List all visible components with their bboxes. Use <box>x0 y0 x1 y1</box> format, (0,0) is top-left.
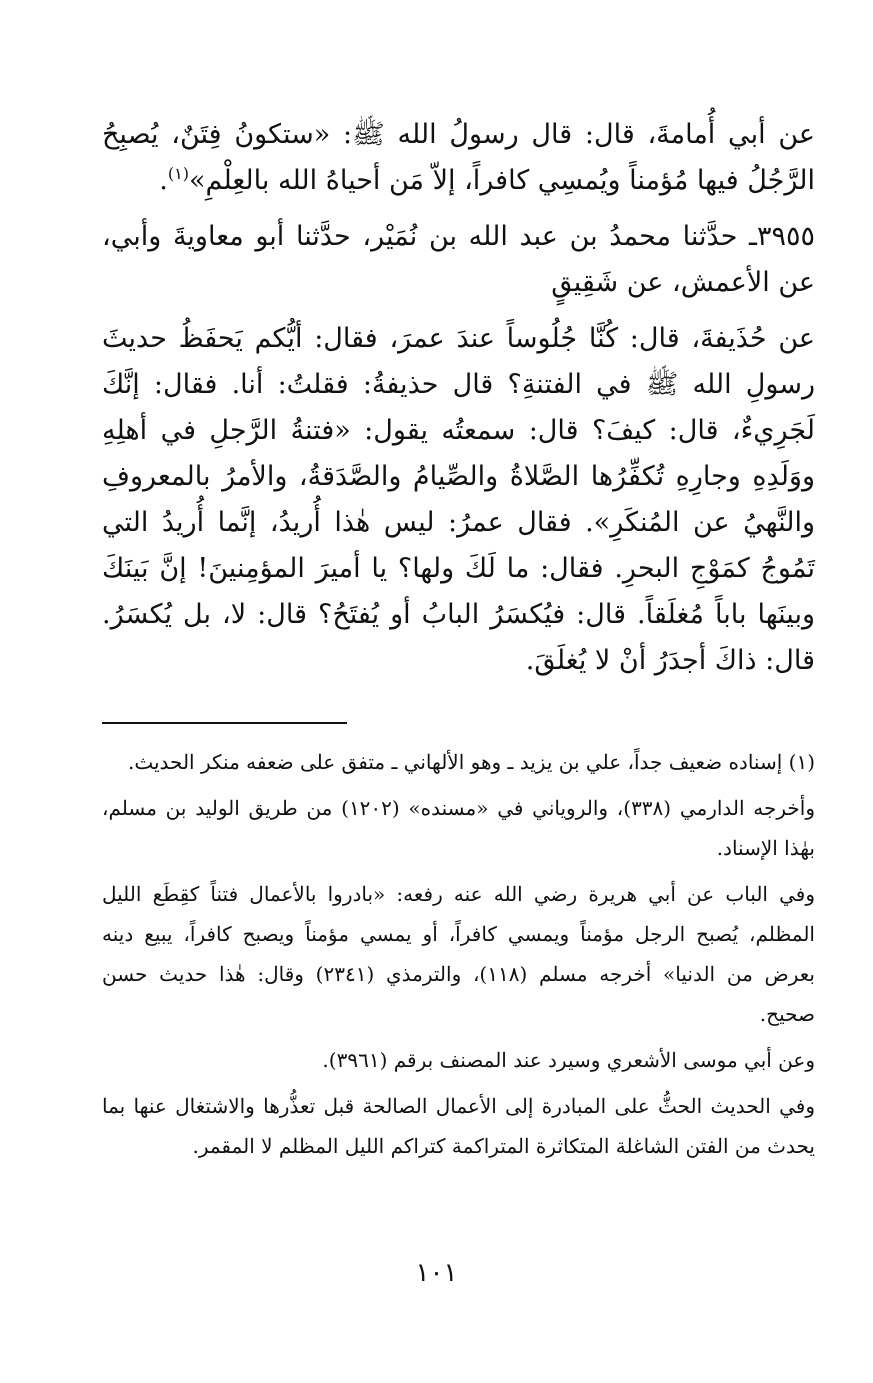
paragraph-end-mark: . <box>159 165 168 196</box>
footnote-4: وعن أبي موسى الأشعري وسيرد عند المصنف برقم (٣٩٦١). <box>322 1048 815 1072</box>
footnote-marker: (١) <box>167 164 189 183</box>
book-page <box>102 112 815 1172</box>
page-number: ١٠١ <box>415 1258 458 1288</box>
isnad-paragraph: ٣٩٥٥ـ حدَّثنا محمدُ بن عبد الله بن نُمَيْر، حدَّثنا أبو معاويةَ وأبي، عن الأعمش، عن شَقِيقٍ <box>102 221 815 298</box>
footnote-5: وفي الحديث الحثُّ على المبادرة إلى الأعمال الصالحة قبل تعذُّرها والاشتغال عنها بما يحدث من الفتن الشاغلة المتكاثرة المتراكمة كتراكم الليل المظلم لا المقمر. <box>102 1094 815 1158</box>
footnote-2: وأخرجه الدارمي (٣٣٨)، والروياني في «مسنده» (١٢٠٢) من طريق الوليد بن مسلم، بهٰذا الإسناد. <box>102 796 816 860</box>
main-text <box>102 112 815 684</box>
footnote-1: (١) إسناده ضعيف جداً، علي بن يزيد ـ وهو الألهاني ـ متفق على ضعفه منكر الحديث. <box>127 750 815 774</box>
hadith-paragraph-2: عن حُذَيفةَ، قال: كُنَّا جُلُوساً عندَ عمرَ، فقال: أيُّكم يَحفَظُ حديثَ رسولِ الله ﷺ في الفتنةِ؟ قال حذيفةُ: فقلتُ: أنا. فقال: إنَّكَ لَجَرِيءٌ، قال: كيفَ؟ قال: سمعتُه يقول: «فتنةُ الرَّجلِ في أهلِهِ ووَلَدِهِ وجارِهِ تُكفِّرُها الصَّلاةُ والصِّيامُ والصَّدَقةُ، والأمرُ بالمعروفِ والنَّهيُ عن المُنكَرِ». فقال عمرُ: ليس هٰذا أُريدُ، إنَّما أُريدُ التي تَمُوجُ كمَوْجِ البحرِ. فقال: ما لَكَ ولها؟ يا أميرَ المؤمِنينَ! إنَّ بَينَكَ وبينَها باباً مُغلَقاً. قال: فيُكسَرُ البابُ أو يُفتَحُ؟ قال: لا، بل يُكسَرُ. قال: ذاكَ أجدَرُ أنْ لا يُغلَقَ. <box>102 323 815 676</box>
hadith-text-1: عن أبي أُمامةَ، قال: قال رسولُ الله ﷺ: «ستكونُ فِتَنٌ، يُصبِحُ الرَّجُلُ فيها مُؤمناً ويُمسِي كافراً، إلاّ مَن أحياهُ الله بالعِلْمِ» <box>102 119 815 196</box>
footnotes <box>102 742 815 1166</box>
footnote-divider <box>102 722 347 724</box>
hadith-paragraph-1 <box>102 112 815 204</box>
footnote-3: وفي الباب عن أبي هريرة رضي الله عنه رفعه: «بادروا بالأعمال فتناً كقِطَع الليل المظلم، يُصبح الرجل مؤمناً ويمسي كافراً، أو يمسي مؤمناً ويصبح كافراً، يبيع دينه بعرض من الدنيا» أخرجه مسلم (١١٨)، والترمذي (٢٣٤١) وقال: هٰذا حديث حسن صحيح. <box>102 882 815 1026</box>
footnote-divider-wrap <box>102 694 815 742</box>
